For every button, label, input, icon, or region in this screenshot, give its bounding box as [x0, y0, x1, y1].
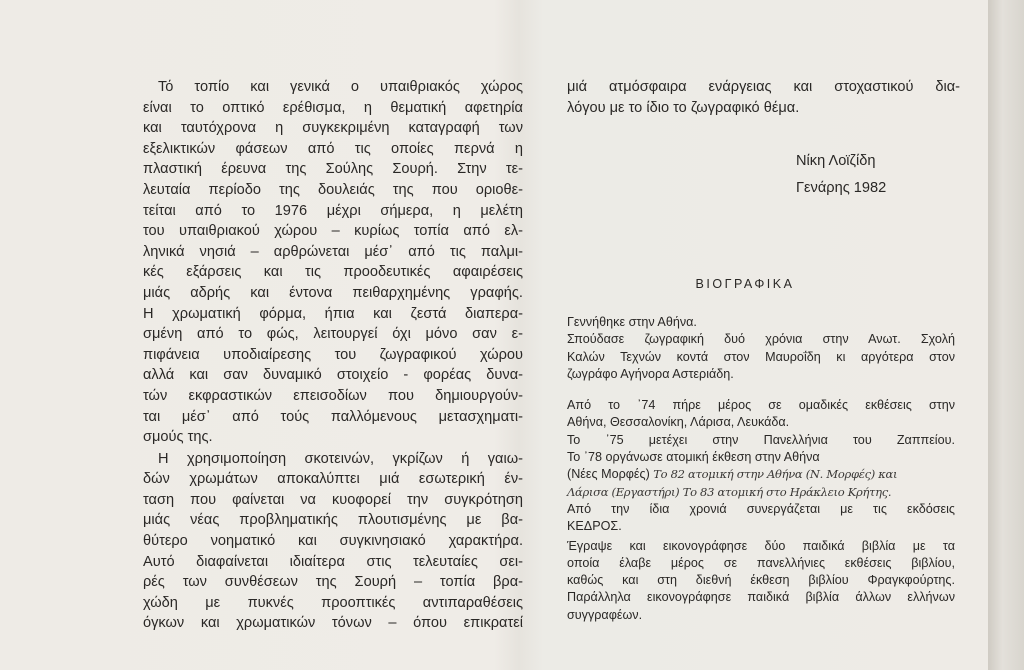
- bio-block-exhibitions: [567, 397, 955, 466]
- text-line: Το ᾽75 μετέχει στην Πανελλήνια του Ζαππείου.: [567, 432, 955, 447]
- handwritten-annotation: Το 82 ατομική στην Αθήνα (Ν. Μορφές) και: [653, 467, 898, 482]
- text-line: ΚΕΔΡΟΣ.: [567, 519, 622, 534]
- text-line: θύτερο νοηματικό και συγκινησιακό χαρακτήρα.: [143, 533, 523, 550]
- bio-printed-text: (Νέες Μορφές): [567, 467, 650, 482]
- text-line: Το ᾽78 οργάνωσε ατομική έκθεση στην Αθήνα: [567, 450, 820, 465]
- text-line: λόγου με το ίδιο το ζωγραφικό θέμα.: [567, 99, 800, 116]
- essay-paragraph-1: [143, 77, 523, 448]
- essay-paragraph-2: [143, 449, 523, 634]
- bio-block-publisher: [567, 501, 955, 536]
- text-line: Η χρωματική φόρμα, ήπια και ζεστά διαπερα-: [143, 305, 523, 322]
- handwritten-annotation: Λάρισα (Εργαστήρι) Το 83 ατομική στο Ηράκλειο Κρήτης.: [567, 484, 892, 499]
- text-line: όγκων και χρωματικών τόνων – όπου επικρατεί: [143, 615, 523, 632]
- author-name: Νίκη Λοϊζίδη: [796, 153, 876, 169]
- bio-block-books: [567, 538, 955, 624]
- text-line: Αθήνα, Θεσσαλονίκη, Λάρισα, Λευκάδα.: [567, 415, 790, 430]
- text-line: τείται από το 1976 μέχρι σήμερα, η μελέτη: [143, 202, 523, 219]
- text-line: Από το ᾽74 πήρε μέρος σε ομαδικές εκθέσεις στην: [567, 398, 955, 413]
- text-line: Αυτό διαφαίνεται ιδιαίτερα στις τελευταίες σει-: [143, 553, 523, 570]
- text-line: είναι το οπτικό ερέθισμα, η θεματική αφετηρία: [143, 99, 523, 116]
- text-line: πιφάνεια υποδιαίρεσης του ζωγραφικού χώρου: [143, 346, 523, 363]
- text-line: χώδη με πυκνές προοπτικές αντιπαραθέσεις: [143, 594, 523, 611]
- biography-heading: ΒΙΟΓΡΑΦΙΚΑ: [695, 277, 795, 291]
- bio-line-handwritten-1: [567, 466, 955, 483]
- text-line: εξελικτικών φάσεων από τις οποίες περνά η: [143, 140, 523, 157]
- text-line: Γεννήθηκε στην Αθήνα.: [567, 315, 697, 329]
- signature-date: Γενάρης 1982: [796, 180, 887, 196]
- text-line: συγγραφέων.: [567, 607, 643, 622]
- bio-block-education: [567, 314, 955, 383]
- right-column-essay-end: [567, 77, 960, 118]
- text-line: οποία έλαβε μέρος σε πανελλήνιες εκθέσεις βιβλίου,: [567, 555, 955, 570]
- text-line: μιάς αδρής και έντονα πειθαρχημένης γραφής.: [143, 284, 523, 301]
- text-line: τών εκφραστικών επεισοδίων που δημιουργούν-: [143, 387, 523, 404]
- text-line: ζωγράφο Αγήνορα Αστεριάδη.: [567, 366, 734, 381]
- text-line: Σπούδασε ζωγραφική δυό χρόνια στην Ανωτ. Σχολή: [567, 332, 955, 347]
- text-line: σμένη από το φώς, λειτουργεί όχι μόνο σαν ε-: [143, 326, 523, 343]
- text-line: Παράλληλα εικονογράφησε παιδικά βιβλία άλλων ελλήνων: [567, 590, 955, 605]
- text-line: μιάς νέας προβληματικής πλουτισμένης με βα-: [143, 512, 523, 529]
- text-line: καθώς και στη διεθνή έκθεση βιβλίου Φραγκφούρτης.: [567, 573, 955, 588]
- text-line: Έγραψε και εικονογράφησε δύο παιδικά βιβλία με τα: [567, 538, 955, 553]
- text-line: Τό τοπίο και γενικά ο υπαιθριακός χώρος: [158, 79, 523, 95]
- text-line: Καλών Τεχνών κοντά στον Μαυροΐδη κι αργότερα στον: [567, 349, 955, 364]
- text-line: σμούς της.: [143, 429, 213, 446]
- text-line: αλλά και σαν δυναμικό στοιχείο - φορέας δυνα-: [143, 367, 523, 384]
- biography-section: [567, 314, 955, 624]
- text-line: ται μέσ᾽ από τούς παλλόμενους μετασχηματι-: [143, 408, 523, 425]
- text-line: του υπαιθριακού χώρου – κυρίως τοπία από ελ-: [143, 223, 523, 240]
- text-line: ταση που φαίνεται να κυοφορεί την συγκρότηση: [143, 491, 523, 508]
- text-line: πλαστική έρευνα της Σούλης Σουρή. Στην τε-: [143, 161, 523, 178]
- text-line: δών χρωμάτων αποκαλύπτει μιά εσωτερική έν-: [143, 471, 523, 488]
- text-line: Η χρησιμοποίηση σκοτεινών, γκρίζων ή γαιω-: [158, 450, 523, 467]
- text-line: λευταία περίοδο της δουλειάς της που οριοθε-: [143, 181, 523, 198]
- text-line: ληνικά νησιά – αρθρώνεται μέσ᾽ από τις παλμι-: [143, 243, 523, 260]
- left-column-essay: [143, 77, 523, 634]
- text-line: Από την ίδια χρονιά συνεργάζεται με τις εκδόσεις: [567, 501, 955, 516]
- text-line: μιά ατμόσφαιρα ενάργειας και στοχαστικού δια-: [567, 79, 960, 95]
- text-line: και ταυτόχρονα η συγκεκριμένη καταγραφή των: [143, 120, 523, 137]
- text-line: ρές των συνθέσεων της Σουρή – τοπία βρα-: [143, 574, 523, 591]
- essay-continuation: [567, 77, 960, 118]
- signature-block: [796, 148, 886, 202]
- page-edge: [988, 0, 1024, 670]
- text-line: κές εξάρσεις και τις προοδευτικές αφαιρέσεις: [143, 264, 523, 281]
